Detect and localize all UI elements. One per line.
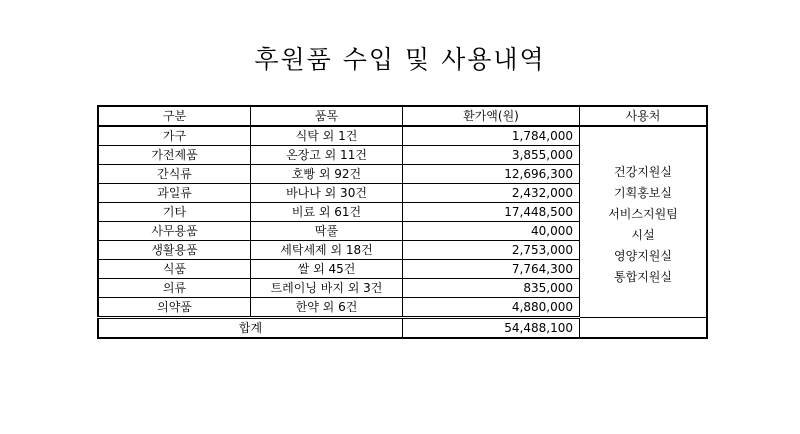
row-category: 가구 xyxy=(98,126,251,146)
row-amount: 2,432,000 xyxy=(403,184,580,203)
row-item: 식탁 외 1건 xyxy=(251,126,403,146)
usage-entry: 시설 xyxy=(631,228,655,242)
row-category: 사무용품 xyxy=(98,222,251,241)
row-category: 식품 xyxy=(98,260,251,279)
usage-entry: 서비스지원팀 xyxy=(608,207,678,221)
total-amount: 54,488,100 xyxy=(403,318,580,339)
row-item: 딱풀 xyxy=(251,222,403,241)
row-item: 한약 외 6건 xyxy=(251,298,403,318)
donation-table xyxy=(97,105,708,339)
usage-entry: 영양지원실 xyxy=(614,249,672,263)
total-label: 합계 xyxy=(98,318,403,339)
row-category: 의약품 xyxy=(98,298,251,318)
usage-entry: 기획홍보실 xyxy=(614,186,672,200)
row-amount: 1,784,000 xyxy=(403,126,580,146)
row-item: 트레이닝 바지 외 3건 xyxy=(251,279,403,298)
row-amount: 17,448,500 xyxy=(403,203,580,222)
header-item: 품목 xyxy=(251,106,403,126)
row-category: 기타 xyxy=(98,203,251,222)
header-category: 구분 xyxy=(98,106,251,126)
row-amount: 7,764,300 xyxy=(403,260,580,279)
row-category: 생활용품 xyxy=(98,241,251,260)
row-amount: 3,855,000 xyxy=(403,146,580,165)
header-amount: 환가액(원) xyxy=(403,106,580,126)
row-category: 의류 xyxy=(98,279,251,298)
row-amount: 2,753,000 xyxy=(403,241,580,260)
document-title: 후원품 수입 및 사용내역 xyxy=(254,45,546,74)
row-item: 호빵 외 92건 xyxy=(251,165,403,184)
row-category: 과일류 xyxy=(98,184,251,203)
total-row xyxy=(98,318,707,339)
table-row xyxy=(98,126,707,146)
row-amount: 4,880,000 xyxy=(403,298,580,318)
usage-entry: 통합지원실 xyxy=(614,270,672,284)
row-amount: 12,696,300 xyxy=(403,165,580,184)
usage-list-cell xyxy=(580,126,708,318)
row-amount: 40,000 xyxy=(403,222,580,241)
row-category: 가전제품 xyxy=(98,146,251,165)
row-item: 세탁세제 외 18건 xyxy=(251,241,403,260)
table-header-row xyxy=(98,106,707,126)
row-amount: 835,000 xyxy=(403,279,580,298)
row-item: 온장고 외 11건 xyxy=(251,146,403,165)
row-item: 비료 외 61건 xyxy=(251,203,403,222)
row-item: 쌀 외 45건 xyxy=(251,260,403,279)
row-category: 간식류 xyxy=(98,165,251,184)
header-usage: 사용처 xyxy=(580,106,708,126)
usage-entry: 건강지원실 xyxy=(614,165,672,179)
row-item: 바나나 외 30건 xyxy=(251,184,403,203)
